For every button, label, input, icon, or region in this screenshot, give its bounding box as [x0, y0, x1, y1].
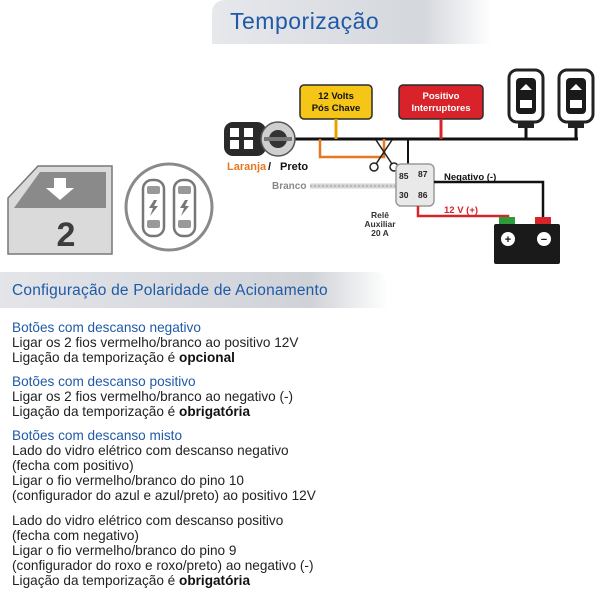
v12-label: 12 V (+) [444, 205, 479, 216]
section-line: (fecha com negativo) [12, 528, 139, 543]
button-icon-right [174, 180, 195, 236]
orange-wire [320, 139, 384, 157]
line-text: Ligação da temporização é [12, 404, 180, 419]
relay-icon [396, 164, 434, 206]
label-positivo-line2: Interruptores [411, 103, 471, 114]
section-line: (configurador do azul e azul/preto) ao positivo 12V [12, 488, 316, 503]
wiring-diagram [200, 60, 600, 270]
label-12v-line2: Pós Chave [311, 103, 361, 114]
section-heading: Botões com descanso misto [12, 428, 183, 443]
label-positivo-line1: Positivo [422, 91, 460, 102]
wire-label-laranja: Laranja [227, 161, 267, 173]
section-line: Ligar os 2 fios vermelho/branco ao positivo 12V [12, 335, 299, 350]
window-switch-icon-1 [509, 70, 543, 128]
relay-pin-85: 85 [399, 171, 409, 181]
section-negativo [12, 320, 298, 365]
section-line: (fecha com positivo) [12, 458, 134, 473]
section-misto-b [12, 513, 314, 588]
section-misto [12, 428, 316, 503]
ignition-key-icon [224, 122, 295, 156]
relay-label-line3: 20 A [371, 228, 389, 238]
line-bold: obrigatória [179, 404, 251, 419]
window-buttons-pair [124, 162, 214, 252]
relay-label-line1: Relê [371, 210, 389, 220]
line-text: Ligação da temporização é [12, 573, 180, 588]
mode-number: 2 [56, 216, 76, 254]
relay-pin-30: 30 [399, 190, 409, 200]
relay-label-line2: Auxiliar [364, 219, 396, 229]
section-line [12, 404, 293, 419]
section-line: Ligar o fio vermelho/branco do pino 10 [12, 473, 244, 488]
section-heading: Botões com descanso negativo [12, 320, 201, 335]
section-positivo [12, 374, 293, 419]
line-bold: opcional [179, 350, 235, 365]
wire-label-preto: Preto [280, 161, 309, 173]
mode-2-badge [4, 164, 116, 256]
title-tab [212, 0, 492, 44]
config-header [0, 272, 388, 308]
section-line: Lado do vidro elétrico com descanso positivo [12, 513, 284, 528]
wire-label-branco: Branco [272, 181, 307, 192]
section-line: (configurador do roxo e roxo/preto) ao negativo (-) [12, 558, 314, 573]
battery-icon [494, 217, 560, 264]
section-line: Ligar o fio vermelho/branco do pino 9 [12, 543, 237, 558]
label-12v-line1: 12 Volts [318, 91, 354, 102]
section-line: Ligar os 2 fios vermelho/branco ao negativo (-) [12, 389, 294, 404]
config-title: Configuração de Polaridade de Acionamento [12, 282, 328, 299]
line-text: Ligação da temporização é [12, 350, 180, 365]
label-positivo-interruptores [399, 85, 483, 119]
relay-pin-87: 87 [418, 169, 428, 179]
battery-minus: − [540, 234, 548, 246]
section-line [12, 573, 314, 588]
negativo-label: Negativo (-) [444, 172, 497, 183]
line-bold: obrigatória [179, 573, 251, 588]
section-line: Lado do vidro elétrico com descanso negativo [12, 443, 289, 458]
buttons-pair-svg [124, 162, 214, 252]
section-line [12, 350, 298, 365]
button-icon-left [143, 180, 164, 236]
wiring-svg [200, 60, 600, 270]
page-title: Temporização [230, 8, 380, 34]
window-switch-icon-2 [559, 70, 593, 128]
section-heading: Botões com descanso positivo [12, 374, 196, 389]
relay-pin-86: 86 [418, 190, 428, 200]
wire-label-sep: / [268, 161, 272, 173]
battery-plus: + [504, 234, 512, 246]
label-12v-pos-chave [300, 85, 372, 119]
mode-2-svg [4, 164, 116, 256]
